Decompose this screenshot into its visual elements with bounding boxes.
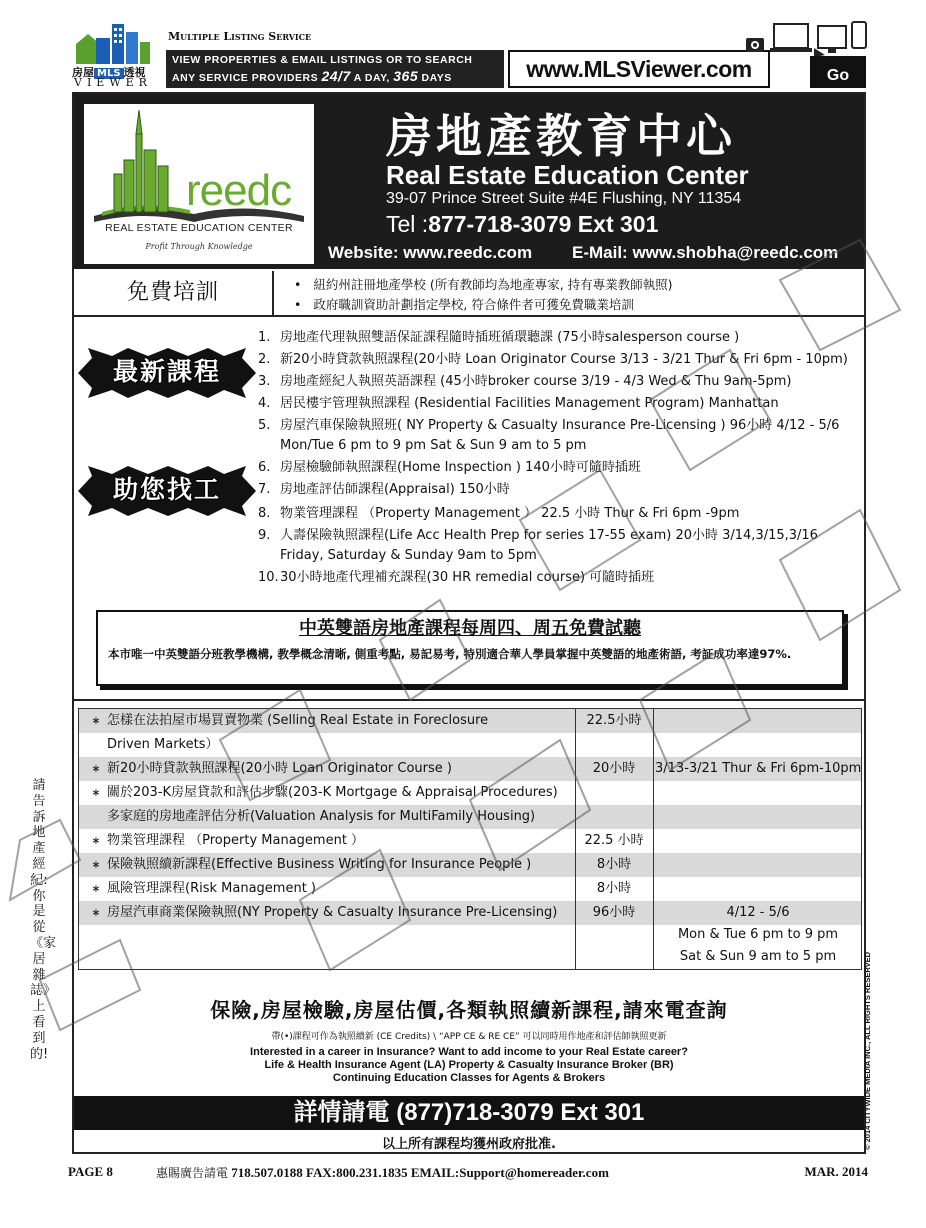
buildings-logo-icon <box>74 20 154 64</box>
mls-tagline: VIEW PROPERTIES & EMAIL LISTINGS OR TO SEARCH ANY SERVICE PROVIDERS 24/7 A DAY, 365 DAYS <box>166 50 504 88</box>
table-row: ∗ 怎樣在法拍屋市場買賣物業 (Selling Real Estate in Foreclosure 22.5小時 <box>79 709 861 733</box>
table-row: ∗ 保險執照續新課程(Effective Business Writing for Insurance People ) 8小時 <box>79 853 861 877</box>
header-block <box>74 94 864 269</box>
logo-chinese-text: 房屋 MLS 透視 <box>72 66 146 79</box>
bilingual-body: 本市唯一中英雙語分班教學機構, 教學概念清晰, 側重考點, 易記易考, 特別適合華人學員掌握中英雙語的地產術語, 考証成功率達97%. <box>108 647 792 661</box>
reedc-wordmark: reedc <box>186 166 292 215</box>
course-item: 6. 房屋檢驗師執照課程(Home Inspection ) 140小時可隨時插班 <box>258 460 641 475</box>
logo-viewer-text: VIEWER <box>74 76 152 89</box>
table-row: ∗ 風險管理課程(Risk Management ) 8小時 <box>91 881 632 896</box>
free-training-row <box>74 271 864 317</box>
job-help-badge: 助您找工 <box>78 466 256 516</box>
table-row: ∗ 新20小時貸款執照課程(20小時 Loan Originator Course ) 20小時 3/13-3/21 Thur & Fri 6pm-10pm <box>79 757 861 781</box>
mls-banner <box>68 18 868 90</box>
mls-url-link[interactable]: www.MLSViewer.com <box>508 50 770 88</box>
course-schedule-table <box>78 708 862 970</box>
renewal-heading: 保險,房屋檢驗,房屋估價,各類執照續新課程,請來電查詢 <box>210 998 728 1022</box>
copyright: © 2014 CITYWIDE MEDIA INC., ALL RIGHTS RESERVED <box>863 951 872 1150</box>
insurance-promo: Interested in a career in Insurance? Want to add income to your Real Estate career? Life & Health Insurance Agent (LA) Property & Casualty Insurance Broker (BR) Continuing Education Classes for Agents & Brokers <box>250 1046 688 1084</box>
course-item: 4. 居民樓宇管理執照課程 (Residential Facilities Management Program) Manhattan <box>258 396 779 411</box>
ce-credit-note: 帶(•)課程可作為執照續新 (CE Credits) \ “APP CE & RE CE” 可以同時用作地產和評估師執照更新 <box>271 1032 667 1042</box>
table-divider <box>575 709 576 969</box>
address: 39-07 Prince Street Suite #4E Flushing, NY 11354 <box>386 190 742 207</box>
page-footer <box>68 1160 868 1184</box>
latest-courses-badge: 最新課程 <box>78 348 256 398</box>
reedc-tagline: Profit Through Knowledge <box>145 242 253 251</box>
course-item-continued: Friday, Saturday & Sunday 9am to 5pm <box>280 548 537 563</box>
course-item: 9. 人壽保險執照課程(Life Acc Health Prep for series 17-55 exam) 20小時 3/14,3/15,3/16 <box>258 528 818 543</box>
table-row: ∗ 物業管理課程 （Property Management ） 22.5 小時 <box>91 833 644 848</box>
side-reminder: 請告訴地產經紀: 你是從《家居雜誌》上看到的! <box>30 778 57 1062</box>
course-item-continued: Mon/Tue 6 pm to 9 pm Sat & Sun 9 am to 5 pm <box>280 438 587 453</box>
table-row: 多家庭的房地產評估分析(Valuation Analysis for MultiFamily Housing) <box>79 805 861 829</box>
table-row: Driven Markets） <box>107 737 219 752</box>
course-item: 7. 房地產評估師課程(Appraisal) 150小時 <box>258 482 510 497</box>
free-training-bullet: • 政府職訓資助計劃指定學校, 符合條件者可獲免費職業培訓 <box>294 295 634 313</box>
telephone: Tel :877-718-3079 Ext 301 <box>386 211 659 237</box>
course-item: 8. 物業管理課程 （Property Management ） 22.5 小時 Thur & Fri 6pm -9pm <box>258 506 740 521</box>
table-row: ∗ 關於203-K房屋貸款和評估步驟(203-K Mortgage & Appraisal Procedures) <box>91 785 558 800</box>
table-row: Mon & Tue 6 pm to 9 pm <box>677 927 839 942</box>
course-item: 2. 新20小時貸款執照課程(20小時 Loan Originator Course 3/13 - 3/21 Thur & Fri 6pm - 10pm) <box>258 352 848 367</box>
email-link[interactable]: E-Mail: www.shobha@reedc.com <box>572 243 839 262</box>
call-bar: 詳情請電 (877)718-3079 Ext 301 <box>74 1096 864 1130</box>
advertisement-frame <box>72 92 866 1154</box>
course-item: 3. 房地產經紀人執照英語課程 (45小時broker course 3/19 - 4/3 Wed & Thu 9am-5pm) <box>258 374 792 389</box>
table-row: ∗ 房屋汽車商業保險執照(NY Property & Casualty Insurance Pre-Licensing) 96小時 4/12 - 5/6 <box>79 901 861 925</box>
title-english: Real Estate Education Center <box>386 160 749 190</box>
ad-contact: 惠賜廣告請電 718.507.0188 FAX:800.231.1835 EMAIL:Support@homereader.com <box>156 1165 609 1180</box>
bilingual-trial-box <box>96 610 844 686</box>
course-item: 10.30小時地產代理補充課程(30 HR remedial course) 可隨時插班 <box>258 570 655 585</box>
mls-viewer-logo <box>68 18 158 90</box>
mls-title: Multiple Listing Service <box>168 30 312 43</box>
go-button[interactable]: Go <box>810 56 866 88</box>
title-chinese: 房地產教育中心 <box>386 109 736 163</box>
free-training-bullet: • 紐約州註冊地產學校 (所有教師均為地產專家, 持有專業教師執照) <box>294 275 673 293</box>
page-number: PAGE 8 <box>68 1164 113 1179</box>
table-row: Sat & Sun 9 am to 5 pm <box>679 949 837 964</box>
website-link[interactable]: Website: www.reedc.com <box>328 243 533 262</box>
course-item: 1. 房地產代理執照雙語保証課程隨時插班循環聽課 (75小時salesperson course ) <box>258 330 740 345</box>
reedc-logo <box>84 104 314 264</box>
free-training-title: 免費培訓 <box>74 271 274 315</box>
section-divider <box>74 699 864 701</box>
approval-note: 以上所有課程均獲州政府批准. <box>382 1137 556 1152</box>
bilingual-title: 中英雙語房地產課程每周四、周五免費試聽 <box>299 618 641 639</box>
reedc-subtitle: REAL ESTATE EDUCATION CENTER <box>105 222 293 234</box>
table-divider <box>653 709 654 969</box>
course-item: 5. 房屋汽車保險執照班( NY Property & Casualty Insurance Pre-Licensing ) 96小時 4/12 - 5/6 <box>258 418 840 433</box>
issue-date: MAR. 2014 <box>804 1164 868 1179</box>
